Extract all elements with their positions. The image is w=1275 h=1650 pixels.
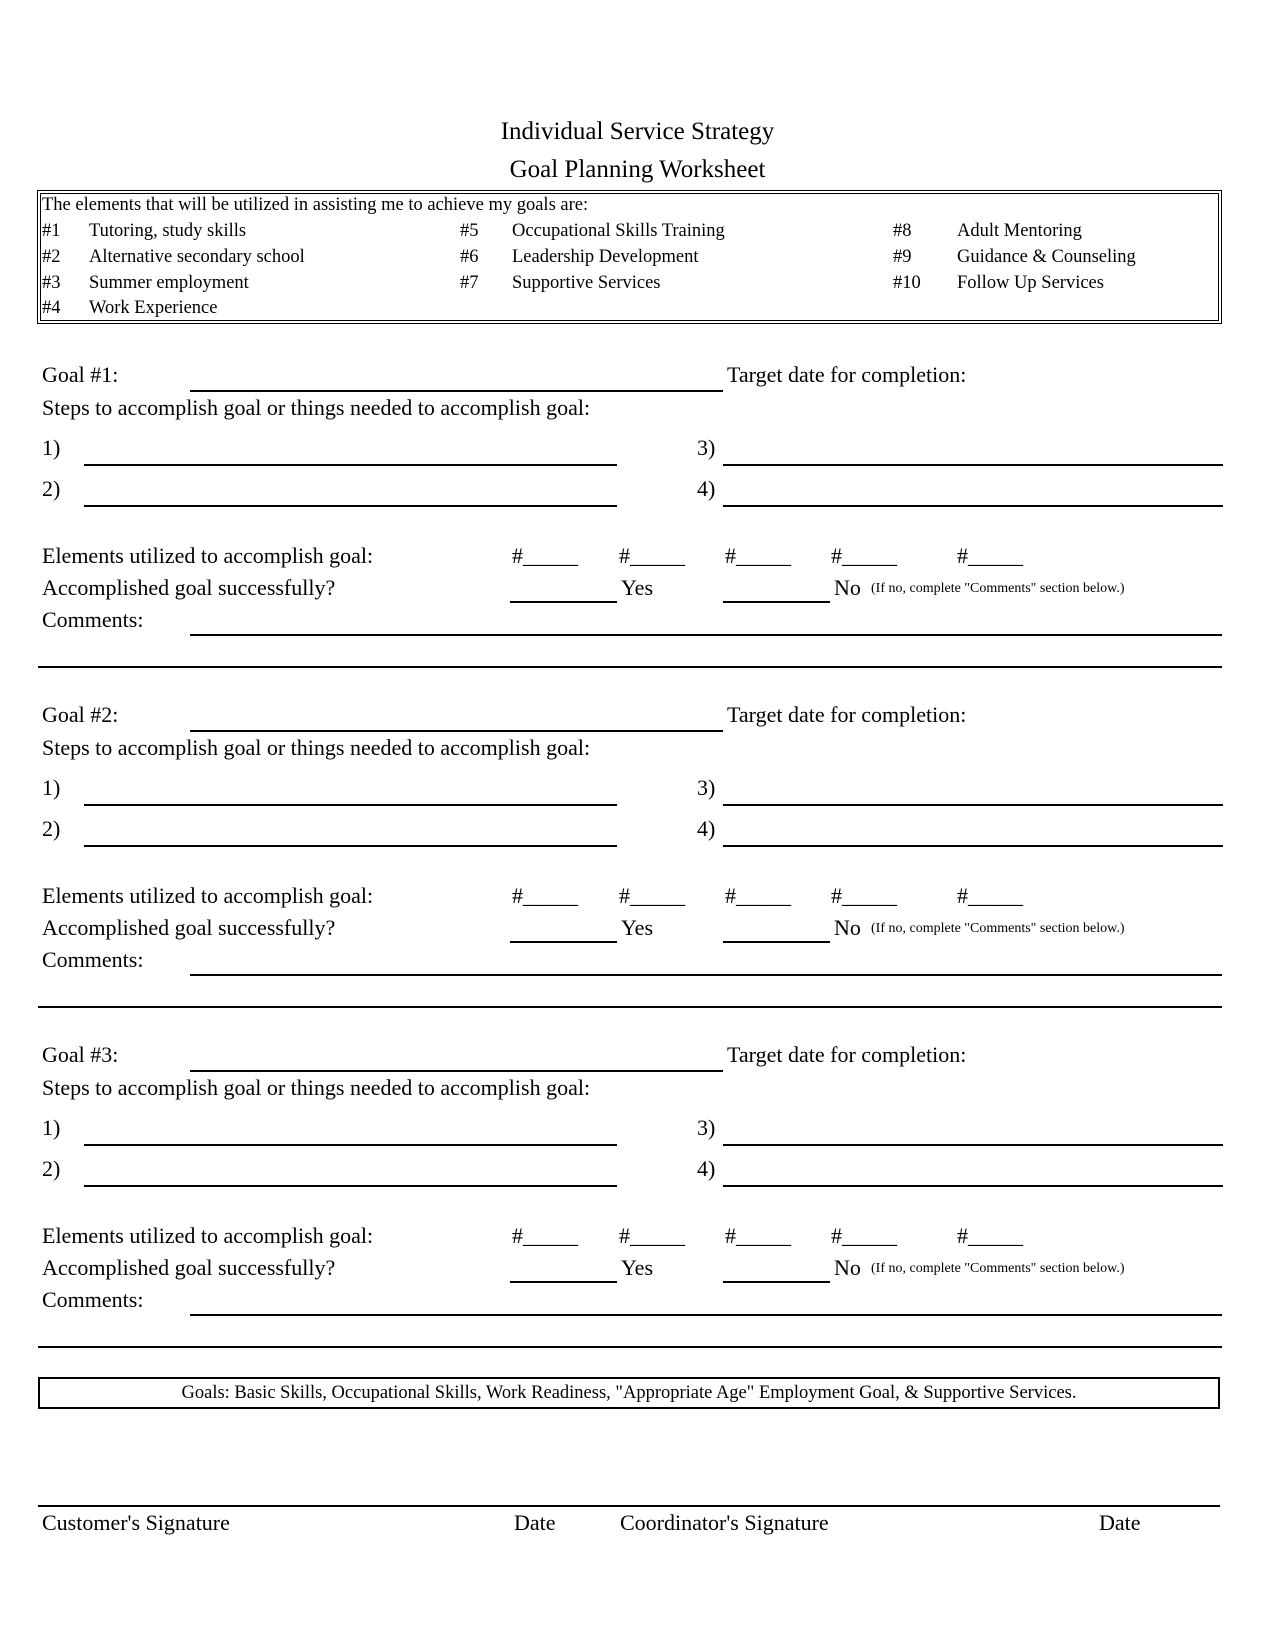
element-num-9: #9 [893,247,912,267]
goal2-comments-label: Comments: [42,947,144,972]
customer-date-label: Date [514,1510,556,1535]
goal1-yes-label: Yes [621,575,654,600]
goal2-accomplished-label: Accomplished goal successfully? [42,915,336,940]
goal3-step4-label: 4) [697,1156,716,1181]
goal1-label: Goal #1: [42,362,119,387]
element-num-7: #7 [460,273,479,293]
goal1-yes-blank[interactable] [510,601,617,603]
goal1-element-blank-1: #_____ [512,543,578,568]
goal2-no-note: (If no, complete "Comments" section below.) [871,921,1125,936]
goal1-element-blank-5: #_____ [957,543,1023,568]
element-label-6: Leadership Development [512,247,699,267]
goal1-step3-label: 3) [697,435,716,460]
goal3-step4-line[interactable] [723,1185,1223,1187]
goal2-step2-label: 2) [42,816,61,841]
goal1-no-blank[interactable] [723,601,830,603]
element-num-1: #1 [42,221,61,241]
goal1-step2-label: 2) [42,476,61,501]
goal1-element-blank-2: #_____ [619,543,685,568]
goal2-element-blank-1: #_____ [512,883,578,908]
goal1-step3-line[interactable] [723,464,1223,466]
goal2-no-blank[interactable] [723,941,830,943]
goal3-step1-label: 1) [42,1115,61,1140]
goal3-elements-utilized-label: Elements utilized to accomplish goal: [42,1223,374,1248]
goal2-element-blank-2: #_____ [619,883,685,908]
goal2-target-date-label: Target date for completion: [727,702,967,727]
goal3-step3-label: 3) [697,1115,716,1140]
goal3-comments-line-1[interactable] [190,1314,1222,1316]
goal3-label: Goal #3: [42,1042,119,1067]
goal3-steps-label: Steps to accomplish goal or things needed to accomplish goal: [42,1075,591,1100]
goal3-accomplished-label: Accomplished goal successfully? [42,1255,336,1280]
element-num-2: #2 [42,247,61,267]
goal2-label: Goal #2: [42,702,119,727]
element-label-7: Supportive Services [512,273,661,293]
goal3-yes-blank[interactable] [510,1281,617,1283]
element-label-5: Occupational Skills Training [512,221,725,241]
goal2-step4-label: 4) [697,816,716,841]
goal2-goal-input-line[interactable] [190,730,723,732]
goal3-step3-line[interactable] [723,1144,1223,1146]
goal2-step2-line[interactable] [84,845,617,847]
goal2-yes-label: Yes [621,915,654,940]
element-num-5: #5 [460,221,479,241]
goal2-comments-line-2[interactable] [38,1006,1222,1008]
goal2-element-blank-3: #_____ [725,883,791,908]
goal3-step2-label: 2) [42,1156,61,1181]
goal3-element-blank-3: #_____ [725,1223,791,1248]
goal2-comments-line-1[interactable] [190,974,1222,976]
goal1-steps-label: Steps to accomplish goal or things needed to accomplish goal: [42,395,591,420]
goal1-elements-utilized-label: Elements utilized to accomplish goal: [42,543,374,568]
customer-signature-label: Customer's Signature [42,1510,230,1535]
goal2-yes-blank[interactable] [510,941,617,943]
title-line-1: Individual Service Strategy [500,118,775,145]
goal2-step3-label: 3) [697,775,716,800]
goal3-element-blank-1: #_____ [512,1223,578,1248]
goal3-target-date-label: Target date for completion: [727,1042,967,1067]
goal3-comments-label: Comments: [42,1287,144,1312]
element-num-8: #8 [893,221,912,241]
goal3-element-blank-5: #_____ [957,1223,1023,1248]
signature-line[interactable] [38,1505,1220,1507]
goal2-step1-line[interactable] [84,804,617,806]
goal1-step1-line[interactable] [84,464,617,466]
goal3-yes-label: Yes [621,1255,654,1280]
goal3-step2-line[interactable] [84,1185,617,1187]
goal1-comments-label: Comments: [42,607,144,632]
element-label-4: Work Experience [89,298,218,318]
goal2-element-blank-4: #_____ [831,883,897,908]
element-num-4: #4 [42,298,61,318]
goal1-no-note: (If no, complete "Comments" section below.) [871,581,1125,596]
element-num-3: #3 [42,273,61,293]
coordinator-signature-label: Coordinator's Signature [620,1510,829,1535]
goal2-no-label: No [834,915,861,940]
element-label-8: Adult Mentoring [957,221,1082,241]
element-label-1: Tutoring, study skills [89,221,247,241]
goal1-comments-line-2[interactable] [38,666,1222,668]
goal1-accomplished-label: Accomplished goal successfully? [42,575,336,600]
goal1-step2-line[interactable] [84,505,617,507]
goal3-comments-line-2[interactable] [38,1346,1222,1348]
goal1-step1-label: 1) [42,435,61,460]
goal2-steps-label: Steps to accomplish goal or things needed to accomplish goal: [42,735,591,760]
element-label-2: Alternative secondary school [89,247,305,267]
element-label-3: Summer employment [89,273,249,293]
goal3-element-blank-2: #_____ [619,1223,685,1248]
goal3-no-label: No [834,1255,861,1280]
goal1-no-label: No [834,575,861,600]
goal3-step1-line[interactable] [84,1144,617,1146]
element-num-6: #6 [460,247,479,267]
goal1-step4-label: 4) [697,476,716,501]
goal1-element-blank-4: #_____ [831,543,897,568]
goal2-element-blank-5: #_____ [957,883,1023,908]
goal2-step4-line[interactable] [723,845,1223,847]
elements-intro: The elements that will be utilized in assisting me to achieve my goals are: [42,195,589,215]
goal3-element-blank-4: #_____ [831,1223,897,1248]
goal1-step4-line[interactable] [723,505,1223,507]
goal2-step3-line[interactable] [723,804,1223,806]
goals-summary-box: Goals: Basic Skills, Occupational Skills, Work Readiness, "Appropriate Age" Employment Goal, & Supportive Services. [38,1377,1220,1409]
element-label-10: Follow Up Services [957,273,1104,293]
goal3-no-note: (If no, complete "Comments" section below.) [871,1261,1125,1276]
coordinator-date-label: Date [1099,1510,1141,1535]
goal2-elements-utilized-label: Elements utilized to accomplish goal: [42,883,374,908]
goal1-element-blank-3: #_____ [725,543,791,568]
goal1-target-date-label: Target date for completion: [727,362,967,387]
goal1-goal-input-line[interactable] [190,390,723,392]
title-line-2: Goal Planning Worksheet [509,156,766,183]
element-label-9: Guidance & Counseling [957,247,1136,267]
goal3-goal-input-line[interactable] [190,1070,723,1072]
goal1-comments-line-1[interactable] [190,634,1222,636]
goal3-no-blank[interactable] [723,1281,830,1283]
goal2-step1-label: 1) [42,775,61,800]
element-num-10: #10 [893,273,921,293]
